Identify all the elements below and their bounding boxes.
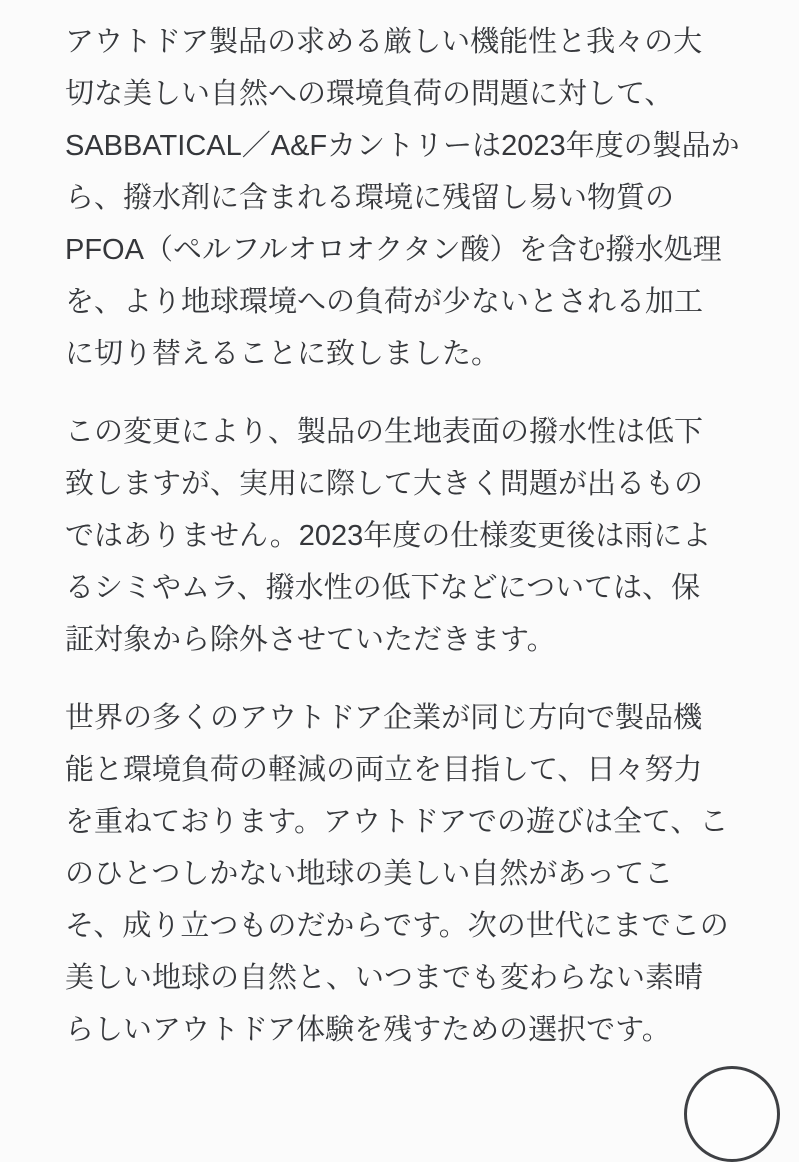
text-line: に切り替えることに致しました。 [65, 338, 501, 370]
text-line: を、より地球環境への負荷が少ないとされる加工 [65, 286, 704, 318]
text-line: アウトドア製品の求める厳しい機能性と我々の大 [65, 26, 703, 58]
text-line: SABBATICAL／A&Fカントリーは2023年度の製品か [65, 130, 740, 162]
text-line: るシミやムラ、撥水性の低下などについては、保 [65, 572, 701, 604]
text-line: PFOA（ペルフルオロオクタン酸）を含む撥水処理 [65, 234, 722, 266]
article-body [65, 16, 759, 1056]
text-line: 切な美しい自然への環境負荷の問題に対して、 [65, 78, 674, 110]
text-line: 美しい地球の自然と、いつまでも変わらない素晴 [65, 962, 704, 994]
text-line: のひとつしかない地球の美しい自然があってこ [65, 858, 674, 890]
text-line: らしいアウトドア体験を残すための選択です。 [65, 1014, 671, 1046]
paragraph-warranty-exclusion [65, 406, 759, 666]
text-line: ら、撥水剤に含まれる環境に残留し易い物質の [65, 182, 675, 214]
text-line: 世界の多くのアウトドア企業が同じ方向で製品機 [65, 702, 703, 734]
text-line: 能と環境負荷の軽減の両立を目指して、日々努力 [65, 754, 703, 786]
text-line: 致しますが、実用に際して大きく問題が出るもの [65, 468, 704, 500]
text-line: 証対象から除外させていただきます。 [65, 624, 556, 656]
floating-action-button[interactable] [684, 1066, 780, 1162]
text-line: ではありません。2023年度の仕様変更後は雨によ [65, 520, 712, 552]
text-line: この変更により、製品の生地表面の撥水性は低下 [65, 416, 704, 448]
text-line: を重ねております。アウトドアでの遊びは全て、こ [65, 806, 729, 838]
paragraph-water-repellent-change [65, 16, 759, 380]
paragraph-environmental-mission [65, 692, 759, 1056]
text-line: そ、成り立つものだからです。次の世代にまでこの [65, 910, 729, 942]
